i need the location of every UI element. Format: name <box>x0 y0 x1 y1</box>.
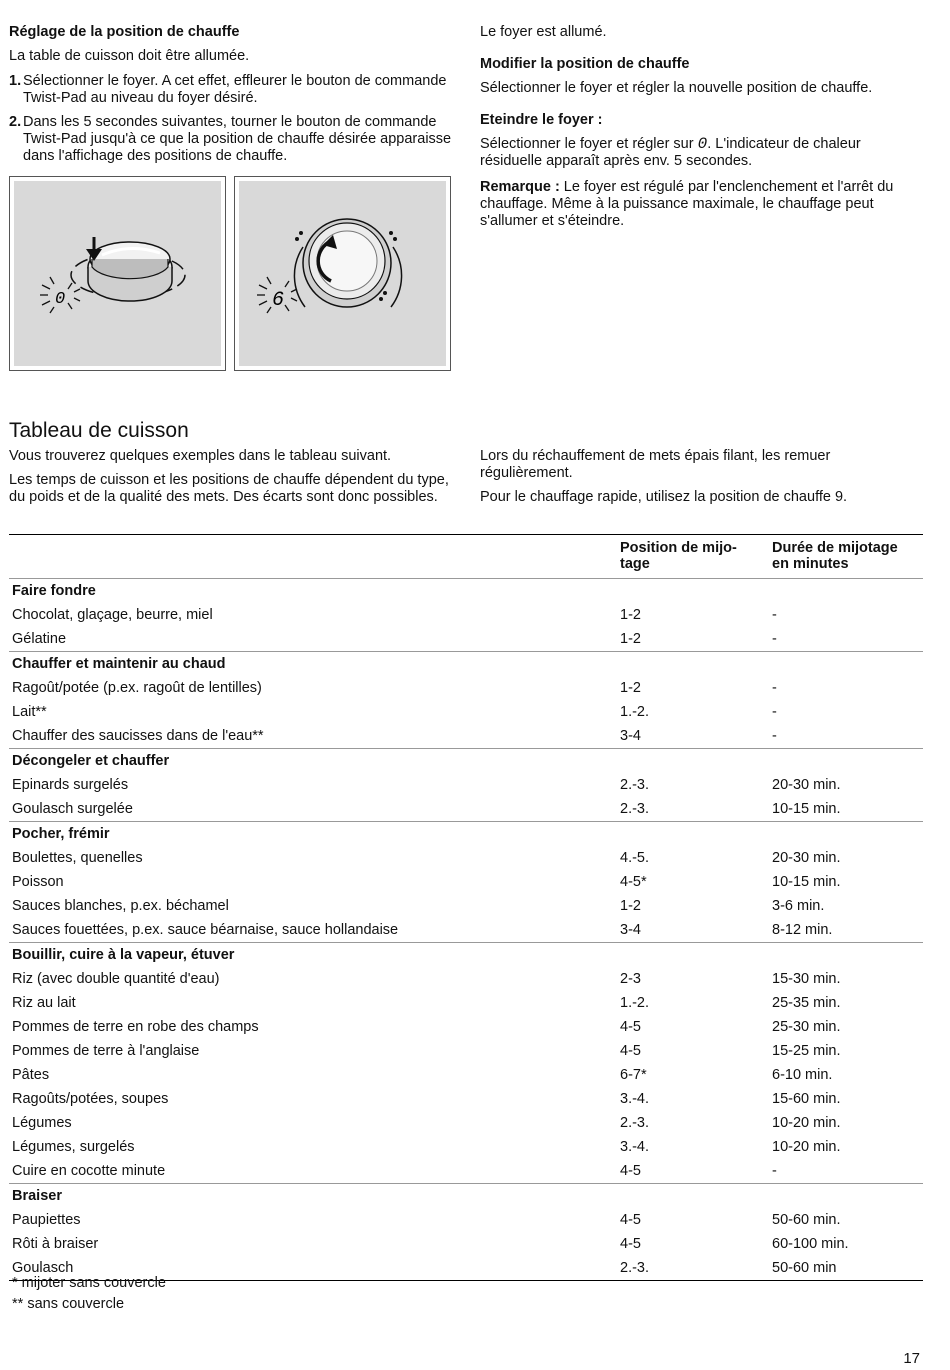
modify-heading: Modifier la position de chauffe <box>480 56 690 72</box>
dish-cell: Légumes, surgelés <box>12 1139 135 1155</box>
dish-cell: Paupiettes <box>12 1212 81 1228</box>
table-row <box>9 991 923 1015</box>
position-cell: 2.-3. <box>620 1260 650 1276</box>
position-cell: 2.-3. <box>620 777 650 793</box>
dish-cell: Riz (avec double quantité d'eau) <box>12 971 220 987</box>
category-label: Pocher, frémir <box>12 826 110 842</box>
step-text: Dans les 5 secondes suivantes, tourner le bouton de commande Twist-Pad jusqu'à ce que la position de chauffe désirée apparaisse dans l'affichage des positions de chauffe. <box>23 114 452 164</box>
duration-cell: 10-15 min. <box>772 874 841 890</box>
dish-cell: Pommes de terre à l'anglaise <box>12 1043 200 1059</box>
off-text <box>480 136 920 170</box>
display-digit: 0 <box>55 290 66 309</box>
remark-text: Le foyer est régulé par l'enclenchement et l'arrêt du chauffage. Même à la puissance maximale, le chauffage peut s'allumer et s'éteindre. <box>480 179 894 229</box>
table-category-row <box>9 943 923 968</box>
table-row <box>9 918 923 943</box>
position-cell: 1-2 <box>620 898 641 914</box>
dish-cell: Légumes <box>12 1115 72 1131</box>
table-row <box>9 627 923 652</box>
modify-text: Sélectionner le foyer et régler la nouvelle position de chauffe. <box>480 80 873 96</box>
table-row <box>9 676 923 700</box>
header-duration: Durée de mijotage en minutes <box>772 540 898 572</box>
page-number: 17 <box>903 1350 920 1367</box>
zero-symbol: 0 <box>697 135 708 153</box>
duration-cell: 25-30 min. <box>772 1019 841 1035</box>
duration-cell: 8-12 min. <box>772 922 833 938</box>
duration-cell: 6-10 min. <box>772 1067 833 1083</box>
table-row <box>9 700 923 724</box>
step-item <box>9 73 457 107</box>
table-body <box>9 579 923 1281</box>
header-dish <box>9 535 617 579</box>
dish-cell: Riz au lait <box>12 995 76 1011</box>
duration-cell: - <box>772 680 777 696</box>
position-cell: 1-2 <box>620 631 641 647</box>
duration-cell: 15-60 min. <box>772 1091 841 1107</box>
dish-cell: Chauffer des saucisses dans de l'eau** <box>12 728 264 744</box>
table-header-row <box>9 535 923 579</box>
dish-cell: Pommes de terre en robe des champs <box>12 1019 259 1035</box>
position-cell: 4-5 <box>620 1019 641 1035</box>
table-row <box>9 967 923 991</box>
step-item <box>9 114 457 165</box>
table-row <box>9 1039 923 1063</box>
position-cell: 2-3 <box>620 971 641 987</box>
rotate-twistpad-illustration <box>235 177 450 370</box>
category-label: Bouillir, cuire à la vapeur, étuver <box>12 947 235 963</box>
duration-cell: - <box>772 728 777 744</box>
duration-cell: - <box>772 631 777 647</box>
duration-cell: - <box>772 704 777 720</box>
header-position: Position de mijo- tage <box>620 540 737 572</box>
duration-cell: - <box>772 1163 777 1179</box>
dish-cell: Goulasch surgelée <box>12 801 133 817</box>
heat-setting-steps <box>9 73 457 165</box>
dish-cell: Ragoût/potée (p.ex. ragoût de lentilles) <box>12 680 262 696</box>
table-row <box>9 1208 923 1232</box>
intro-paragraph: Pour le chauffage rapide, utilisez la position de chauffe 9. <box>480 489 848 505</box>
duration-cell: 15-25 min. <box>772 1043 841 1059</box>
dish-cell: Chocolat, glaçage, beurre, miel <box>12 607 213 623</box>
footnote: ** sans couvercle <box>12 1296 125 1312</box>
duration-cell: 10-20 min. <box>772 1139 841 1155</box>
table-category-row <box>9 579 923 604</box>
step-number: 1. <box>9 73 22 89</box>
dish-cell: Ragoûts/potées, soupes <box>12 1091 169 1107</box>
duration-cell: 15-30 min. <box>772 971 841 987</box>
dish-cell: Rôti à braiser <box>12 1236 99 1252</box>
position-cell: 1.-2. <box>620 995 650 1011</box>
table-row <box>9 846 923 870</box>
position-cell: 3-4 <box>620 728 641 744</box>
dish-cell: Gélatine <box>12 631 67 647</box>
duration-cell: - <box>772 607 777 623</box>
figure-touch-twistpad <box>9 176 226 371</box>
position-cell: 6-7* <box>620 1067 647 1083</box>
duration-cell: 10-20 min. <box>772 1115 841 1131</box>
table-row <box>9 724 923 749</box>
section-intro-right <box>480 448 920 506</box>
heat-setting-heading: Réglage de la position de chauffe <box>9 24 240 40</box>
table-row <box>9 773 923 797</box>
footnotes <box>12 1273 166 1315</box>
position-cell: 4-5* <box>620 874 647 890</box>
table-row <box>9 603 923 627</box>
category-label: Chauffer et maintenir au chaud <box>12 656 226 672</box>
footnote: * mijoter sans couvercle <box>12 1275 166 1291</box>
dish-cell: Poisson <box>12 874 64 890</box>
duration-cell: 50-60 min <box>772 1260 837 1276</box>
touch-twistpad-illustration <box>10 177 225 370</box>
position-cell: 2.-3. <box>620 801 650 817</box>
category-label: Faire fondre <box>12 583 96 599</box>
table-row <box>9 1087 923 1111</box>
position-cell: 3.-4. <box>620 1139 650 1155</box>
intro-paragraph: Lors du réchauffement de mets épais filant, les remuer régulièrement. <box>480 448 831 481</box>
dish-cell: Sauces fouettées, p.ex. sauce béarnaise, sauce hollandaise <box>12 922 399 938</box>
off-text-start: Sélectionner le foyer et régler sur <box>480 136 698 152</box>
table-row <box>9 1015 923 1039</box>
remark <box>480 179 920 230</box>
figure-rotate-twistpad <box>234 176 451 371</box>
table-row <box>9 1063 923 1087</box>
duration-cell: 3-6 min. <box>772 898 825 914</box>
duration-cell: 20-30 min. <box>772 850 841 866</box>
table-row <box>9 1135 923 1159</box>
duration-cell: 60-100 min. <box>772 1236 849 1252</box>
section-intro-left <box>9 448 457 506</box>
position-cell: 3.-4. <box>620 1091 650 1107</box>
status-text: Le foyer est allumé. <box>480 24 607 40</box>
dish-cell: Pâtes <box>12 1067 50 1083</box>
dish-cell: Cuire en cocotte minute <box>12 1163 166 1179</box>
position-cell: 3-4 <box>620 922 641 938</box>
heat-setting-intro: La table de cuisson doit être allumée. <box>9 48 250 64</box>
table-row <box>9 797 923 822</box>
position-cell: 4-5 <box>620 1236 641 1252</box>
table-category-row <box>9 652 923 677</box>
table-row <box>9 894 923 918</box>
duration-cell: 25-35 min. <box>772 995 841 1011</box>
position-cell: 2.-3. <box>620 1115 650 1131</box>
section-title: Tableau de cuisson <box>9 419 189 442</box>
table-row <box>9 1232 923 1256</box>
position-cell: 1-2 <box>620 680 641 696</box>
category-label: Décongeler et chauffer <box>12 753 170 769</box>
step-number: 2. <box>9 114 22 130</box>
dish-cell: Epinards surgelés <box>12 777 129 793</box>
duration-cell: 10-15 min. <box>772 801 841 817</box>
position-cell: 1-2 <box>620 607 641 623</box>
cooking-table <box>9 534 923 1281</box>
step-text: Sélectionner le foyer. A cet effet, effleurer le bouton de commande Twist-Pad au niveau du foyer désiré. <box>23 73 447 106</box>
table-row <box>9 1111 923 1135</box>
intro-paragraph: Les temps de cuisson et les positions de chauffe dépendent du type, du poids et de la qualité des mets. Des écarts sont donc possibles. <box>9 472 449 505</box>
off-heading: Eteindre le foyer : <box>480 112 603 128</box>
duration-cell: 50-60 min. <box>772 1212 841 1228</box>
dish-cell: Boulettes, quenelles <box>12 850 143 866</box>
display-digit: 6 <box>272 289 285 312</box>
position-cell: 4-5 <box>620 1043 641 1059</box>
dish-cell: Goulasch <box>12 1260 74 1276</box>
intro-paragraph: Vous trouverez quelques exemples dans le tableau suivant. <box>9 448 392 464</box>
duration-cell: 20-30 min. <box>772 777 841 793</box>
heat-control-section <box>480 24 920 230</box>
remark-label: Remarque : <box>480 179 560 195</box>
table-row <box>9 1159 923 1184</box>
heat-setting-section <box>9 24 457 165</box>
table-row <box>9 870 923 894</box>
position-cell: 4-5 <box>620 1212 641 1228</box>
position-cell: 4-5 <box>620 1163 641 1179</box>
category-label: Braiser <box>12 1188 62 1204</box>
dish-cell: Lait** <box>12 704 47 720</box>
position-cell: 1.-2. <box>620 704 650 720</box>
table-category-row <box>9 1184 923 1209</box>
dish-cell: Sauces blanches, p.ex. béchamel <box>12 898 229 914</box>
table-category-row <box>9 822 923 847</box>
table-category-row <box>9 749 923 774</box>
position-cell: 4.-5. <box>620 850 650 866</box>
off-text-end: . L'indicateur de chaleur résiduelle apparaît après env. 5 secondes. <box>480 136 861 169</box>
